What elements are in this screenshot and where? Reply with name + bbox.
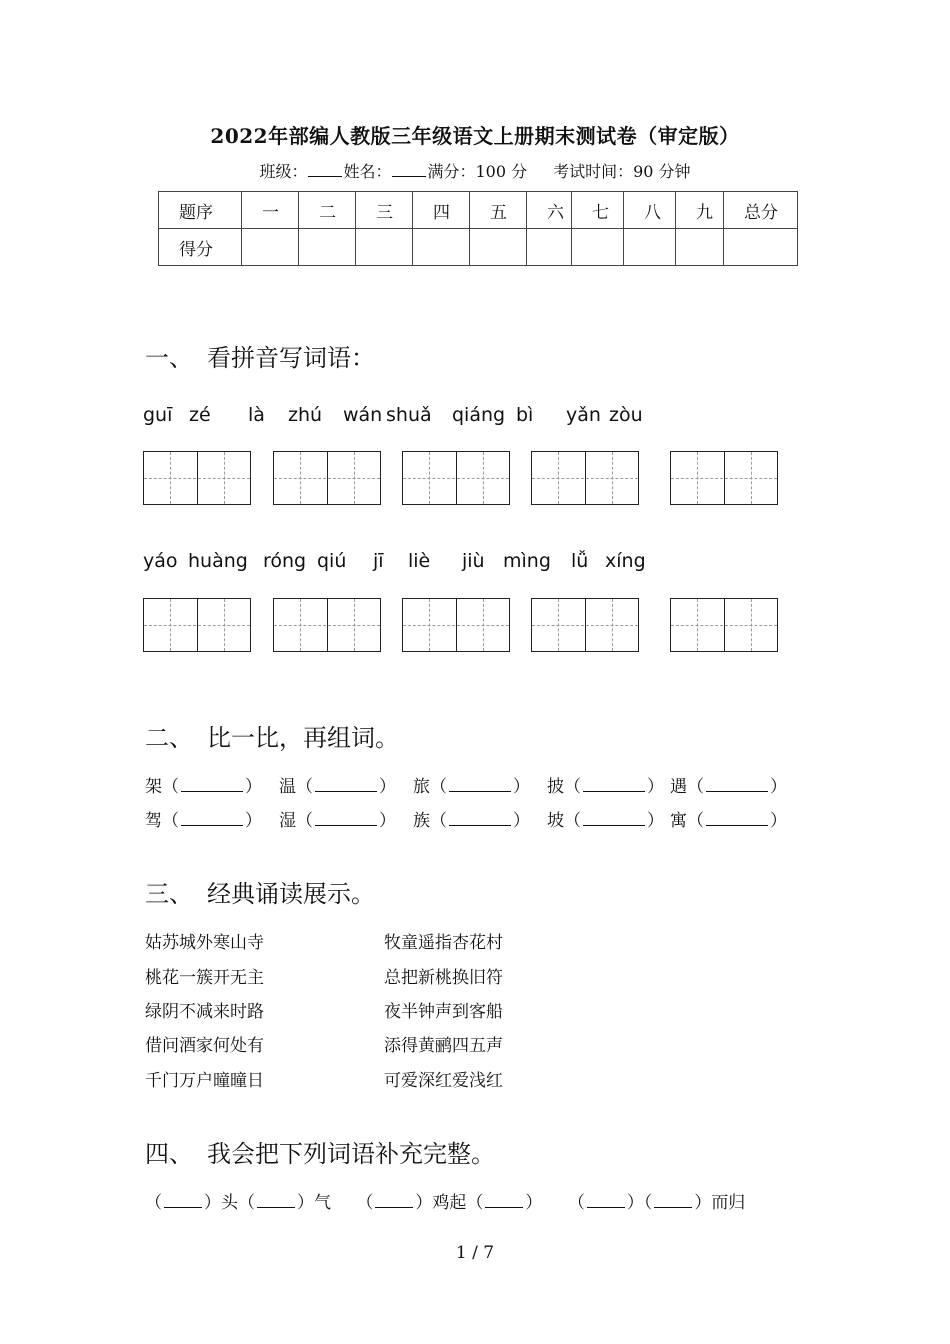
score-header-cell: 三 [356,192,413,229]
answer-blank[interactable] [449,779,511,792]
score-header-cell: 五 [470,192,527,229]
pinyin-syllable: zhú [288,404,323,426]
score-table-score-row [159,229,798,266]
score-header-cell: 四 [413,192,470,229]
pinyin-syllable: xíng [605,550,646,572]
pinyin-syllable: là [248,404,265,426]
score-header-cell: 八 [624,192,676,229]
writing-grid[interactable] [273,451,381,505]
exam-time: 考试时间：90 分钟 [553,162,691,181]
pinyin-syllable: lǚ [571,550,589,572]
score-header-cell: 一 [242,192,299,229]
compare-row-2 [145,806,795,830]
section-number: 三、 [145,880,193,908]
answer-blank[interactable] [315,813,377,826]
score-header-cell: 六 [527,192,572,229]
idiom-fill-row: （ ）头（ ）气 （ ）鸡起（ ） （ ）（ ）而归 [145,1193,746,1213]
compare-item: 温（ ） [279,777,396,797]
pinyin-syllable: róng [263,550,307,572]
answer-blank[interactable] [181,779,243,792]
poem-line-right: 总把新桃换旧符 [384,968,503,988]
score-cell[interactable] [356,229,413,266]
pinyin-syllable: jiù [462,550,485,572]
section-heading: 看拼音写词语： [207,344,375,372]
writing-grid[interactable] [670,598,778,652]
class-blank[interactable] [308,162,342,177]
answer-blank[interactable] [583,779,645,792]
answer-blank[interactable] [449,813,511,826]
idiom-blank[interactable] [587,1195,625,1208]
pinyin-syllable: liè [408,550,431,572]
writing-grid[interactable] [670,451,778,505]
pinyin-syllable: wán [343,404,383,426]
score-header-cell: 总分 [724,192,798,229]
pinyin-row-2 [143,550,783,576]
section-3-title [145,874,375,909]
score-cell[interactable] [470,229,527,266]
poem-line-right: 夜半钟声到客船 [384,1002,503,1022]
compare-item: 族（ ） [413,811,530,831]
pinyin-syllable: zé [189,404,211,426]
section-heading: 比一比，再组词。 [207,724,399,752]
pinyin-syllable: guī [143,404,173,426]
compare-item: 寓（ ） [670,811,787,831]
poem-line-right: 可爱深红爱浅红 [384,1071,503,1091]
pinyin-syllable: mìng [503,550,551,572]
score-cell[interactable] [676,229,724,266]
full-score: 满分：100 分 [427,162,528,181]
compare-item: 遇（ ） [670,777,787,797]
writing-grid[interactable] [402,451,510,505]
idiom-blank[interactable] [485,1195,523,1208]
writing-grid[interactable] [531,451,639,505]
writing-grid[interactable] [143,451,251,505]
idiom-fragment: 鸡起 [432,1193,467,1213]
name-blank[interactable] [392,162,426,177]
score-header-cell: 九 [676,192,724,229]
answer-blank[interactable] [181,813,243,826]
name-label: 姓名： [343,162,392,181]
score-cell[interactable] [299,229,356,266]
pinyin-syllable: zòu [609,404,643,426]
poem-line-right: 添得黄鹂四五声 [384,1036,503,1056]
section-number: 四、 [145,1140,193,1168]
page-title: 2022年部编人教版三年级语文上册期末测试卷（审定版） [210,124,740,148]
score-row-label: 得分 [159,229,242,266]
writing-grid[interactable] [402,598,510,652]
poem-line-left: 借问酒家何处有 [145,1036,264,1056]
pinyin-syllable: yǎn [566,404,601,426]
pinyin-syllable: shuǎ [386,404,432,426]
compare-item: 披（ ） [547,777,664,797]
exam-info [0,159,950,182]
idiom-fragment: 气 [314,1193,331,1213]
section-number: 一、 [145,344,193,372]
pinyin-syllable: qiáng [452,404,506,426]
pinyin-syllable: jī [373,550,384,572]
compare-item: 驾（ ） [145,811,262,831]
compare-item: 坡（ ） [547,811,664,831]
idiom-blank[interactable] [164,1195,202,1208]
score-cell[interactable] [527,229,572,266]
poem-line-left: 绿阴不减来时路 [145,1002,264,1022]
score-cell[interactable] [413,229,470,266]
poem-line-left: 千门万户曈曈日 [145,1071,264,1091]
score-table-header-row [159,192,798,229]
compare-item: 旅（ ） [413,777,530,797]
writing-grid[interactable] [531,598,639,652]
section-2-title [145,718,399,753]
class-label: 班级： [259,162,308,181]
writing-grid[interactable] [273,598,381,652]
answer-blank[interactable] [583,813,645,826]
answer-blank[interactable] [706,813,768,826]
score-cell[interactable] [572,229,624,266]
pinyin-syllable: bì [516,404,534,426]
score-table [158,191,798,266]
idiom-blank[interactable] [375,1195,413,1208]
score-header-cell: 七 [572,192,624,229]
idiom-fragment: 而归 [711,1193,746,1213]
pinyin-syllable: qiú [317,550,347,572]
pinyin-syllable: yáo [143,550,178,572]
score-cell[interactable] [724,229,798,266]
score-header-cell: 二 [299,192,356,229]
answer-blank[interactable] [315,779,377,792]
section-heading: 我会把下列词语补充完整。 [207,1140,495,1168]
writing-grid[interactable] [143,598,251,652]
compare-item: 架（ ） [145,777,262,797]
poem-line-left: 桃花一簇开无主 [145,968,264,988]
score-cell[interactable] [624,229,676,266]
idiom-blank[interactable] [654,1195,692,1208]
page-number: 1 / 7 [455,1243,495,1263]
compare-row-1 [145,772,795,796]
section-number: 二、 [145,724,193,752]
section-heading: 经典诵读展示。 [207,880,375,908]
poem-line-left: 姑苏城外寒山寺 [145,933,264,953]
section-4-title [145,1134,495,1169]
compare-item: 湿（ ） [279,811,396,831]
section-1-title [145,338,375,373]
poem-line-right: 牧童遥指杏花村 [384,933,503,953]
pinyin-row-1 [143,404,783,430]
idiom-fragment: 头 [221,1193,238,1213]
answer-blank[interactable] [706,779,768,792]
score-header-cell: 题序 [159,192,242,229]
score-cell[interactable] [242,229,299,266]
pinyin-syllable: huàng [188,550,248,572]
idiom-blank[interactable] [257,1195,295,1208]
